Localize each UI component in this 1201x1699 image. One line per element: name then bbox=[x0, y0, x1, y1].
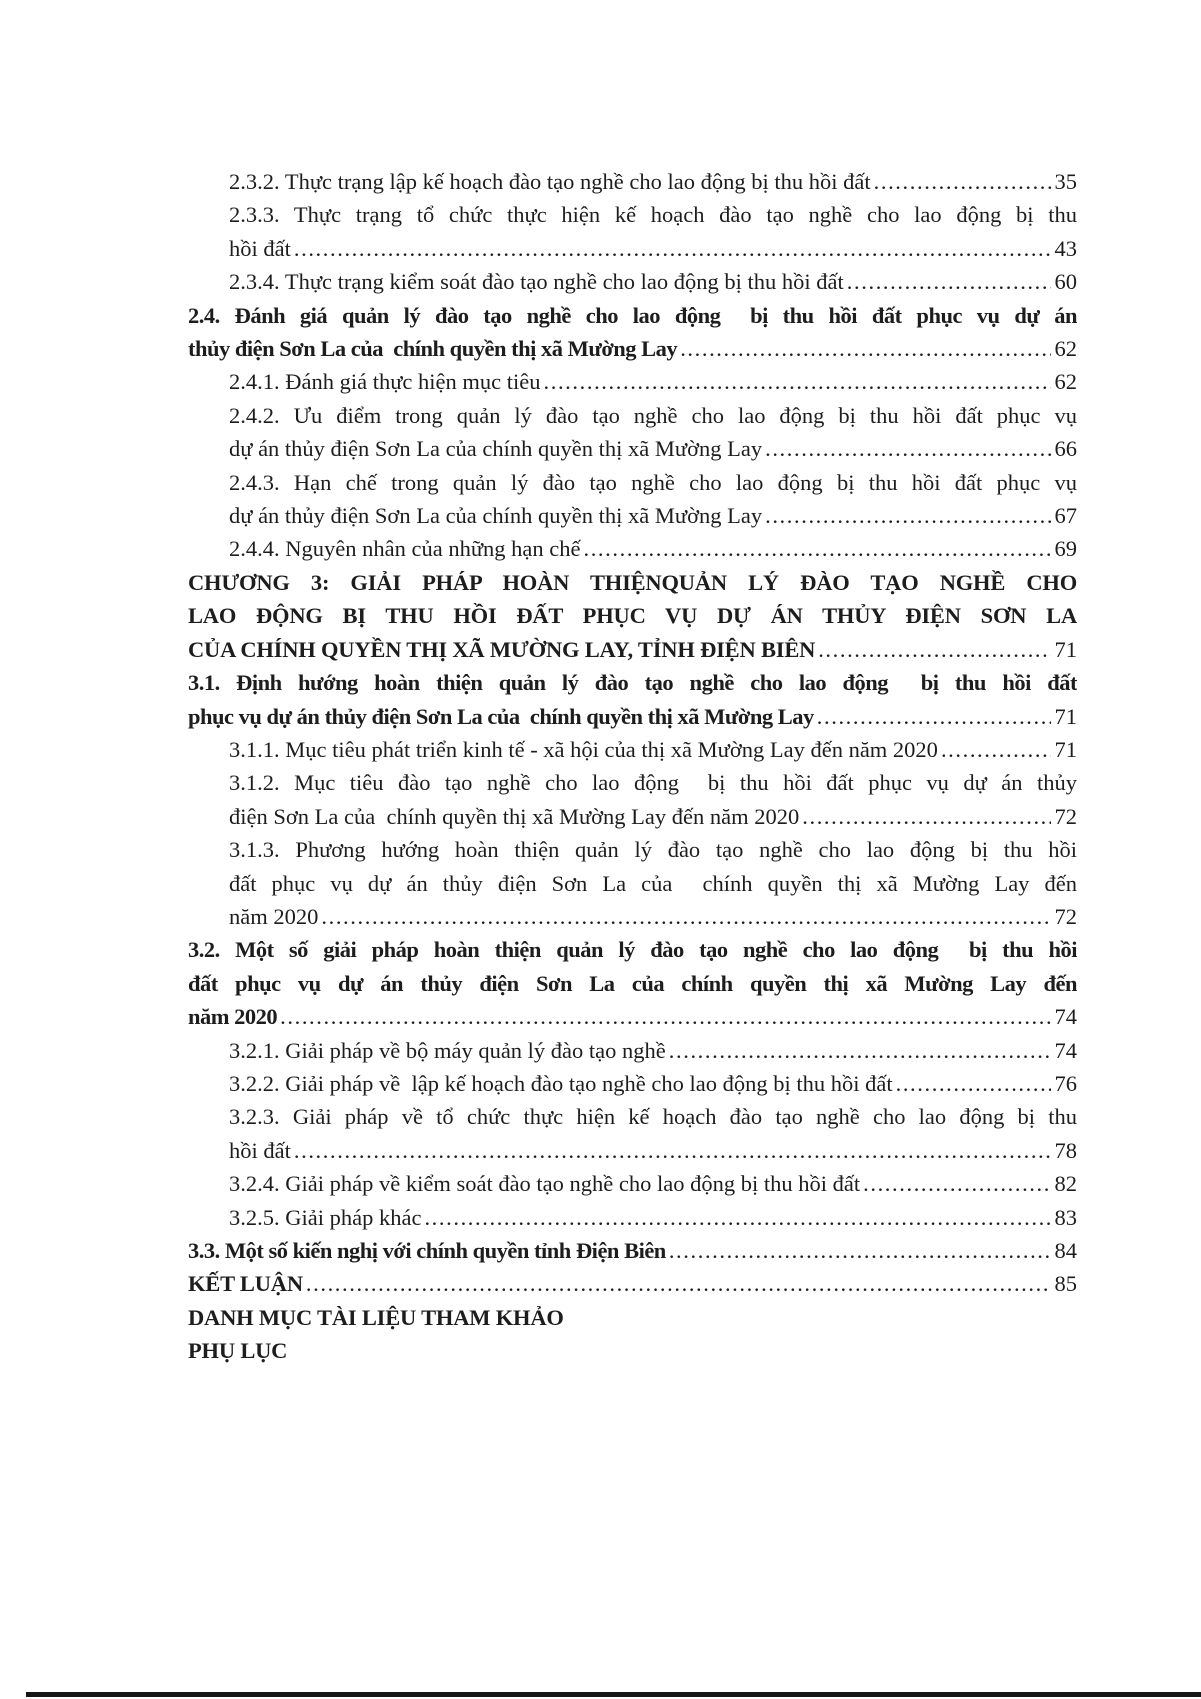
toc-entry bbox=[188, 1034, 1077, 1067]
toc-line-text: dự án thủy điện Sơn La của chính quyền thị xã Mường Lay bbox=[229, 436, 763, 462]
toc-line-text: năm 2020 bbox=[229, 903, 319, 929]
toc-line: LAO ĐỘNG BỊ THU HỒI ĐẤT PHỤC VỤ DỰ ÁN THỦY ĐIỆN SƠN LA bbox=[188, 603, 1077, 629]
toc-line-text: 2.3.4. Thực trạng kiểm soát đào tạo nghề cho lao động bị thu hồi đất bbox=[229, 269, 844, 295]
toc-entry bbox=[188, 365, 1077, 398]
toc-line-text: năm 2020 bbox=[188, 1004, 278, 1030]
toc-entry bbox=[188, 265, 1077, 298]
toc-line bbox=[229, 499, 1077, 532]
toc-line: đất phục vụ dự án thủy điện Sơn La của chính quyền thị xã Mường Lay đến bbox=[188, 970, 1077, 996]
toc-line-text: điện Sơn La của chính quyền thị xã Mường Lay đến năm 2020 bbox=[229, 803, 800, 829]
toc-line: đất phục vụ dự án thủy điện Sơn La của chính quyền thị xã Mường Lay đến bbox=[229, 870, 1077, 896]
page-number: 74 bbox=[1054, 1004, 1077, 1030]
toc-line bbox=[229, 1167, 1077, 1200]
page-number: 71 bbox=[1054, 736, 1077, 762]
dot-leader bbox=[765, 432, 1050, 465]
toc-line bbox=[188, 1267, 1077, 1300]
dot-leader bbox=[818, 633, 1050, 666]
toc-line-text: 3.2.4. Giải pháp về kiểm soát đào tạo nghề cho lao động bị thu hồi đất bbox=[229, 1171, 861, 1197]
toc-line bbox=[229, 365, 1077, 398]
dot-leader bbox=[847, 265, 1051, 298]
page-number: 71 bbox=[1054, 703, 1077, 729]
toc-entry bbox=[188, 766, 1077, 833]
toc-entry bbox=[188, 466, 1077, 533]
page-number: 35 bbox=[1054, 169, 1077, 194]
toc-entry bbox=[188, 933, 1077, 1033]
toc-entry bbox=[188, 833, 1077, 933]
toc-line-text: CỦA CHÍNH QUYỀN THỊ XÃ MƯỜNG LAY, TỈNH ĐIỆN BIÊN bbox=[188, 636, 816, 662]
page-number: 43 bbox=[1054, 235, 1077, 261]
dot-leader bbox=[280, 1000, 1050, 1033]
toc-entry bbox=[188, 666, 1077, 733]
page-number: 62 bbox=[1054, 369, 1077, 395]
toc-entry bbox=[188, 198, 1077, 265]
page-number: 74 bbox=[1054, 1037, 1077, 1063]
toc-line: 2.4.2. Ưu điểm trong quản lý đào tạo nghề cho lao động bị thu hồi đất phục vụ bbox=[229, 402, 1077, 428]
table-of-contents bbox=[188, 165, 1077, 1368]
page-number: 67 bbox=[1054, 503, 1077, 529]
dot-leader bbox=[306, 1267, 1051, 1300]
toc-entry bbox=[188, 566, 1077, 666]
toc-line bbox=[229, 1134, 1077, 1167]
toc-line bbox=[229, 1034, 1077, 1067]
toc-entry bbox=[188, 1067, 1077, 1100]
page-number: 83 bbox=[1054, 1204, 1077, 1230]
toc-line bbox=[229, 432, 1077, 465]
toc-line: 3.2.3. Giải pháp về tổ chức thực hiện kế hoạch đào tạo nghề cho lao động bị thu bbox=[229, 1104, 1077, 1130]
dot-leader bbox=[294, 1134, 1051, 1167]
page-number: 84 bbox=[1054, 1238, 1077, 1263]
dot-leader bbox=[680, 332, 1050, 365]
toc-entry bbox=[188, 1267, 1077, 1300]
page-number: 78 bbox=[1054, 1137, 1077, 1163]
page-number: 76 bbox=[1054, 1070, 1077, 1096]
toc-line-text: hồi đất bbox=[229, 1137, 291, 1163]
toc-line-text: phục vụ dự án thủy điện Sơn La của chính quyền thị xã Mường Lay bbox=[188, 703, 814, 729]
toc-line: 3.1.2. Mục tiêu đào tạo nghề cho lao động bị thu hồi đất phục vụ dự án thủy bbox=[229, 770, 1077, 796]
dot-leader bbox=[321, 900, 1050, 933]
toc-line: CHƯƠNG 3: GIẢI PHÁP HOÀN THIỆNQUẢN LÝ ĐÀO TẠO NGHỀ CHO bbox=[188, 569, 1077, 595]
toc-entry bbox=[188, 1334, 1077, 1367]
dot-leader bbox=[863, 1167, 1050, 1200]
page-number: 71 bbox=[1054, 636, 1077, 662]
dot-leader bbox=[896, 1067, 1051, 1100]
toc-line-text: 2.4.1. Đánh giá thực hiện mục tiêu bbox=[229, 369, 541, 395]
toc-line bbox=[188, 700, 1077, 733]
toc-line: 2.4.3. Hạn chế trong quản lý đào tạo nghề cho lao động bị thu hồi đất phục vụ bbox=[229, 469, 1077, 495]
dot-leader bbox=[765, 499, 1050, 532]
toc-line bbox=[188, 1000, 1077, 1033]
toc-line bbox=[229, 800, 1077, 833]
toc-line-text: 2.3.2. Thực trạng lập kế hoạch đào tạo nghề cho lao động bị thu hồi đất bbox=[229, 169, 871, 194]
toc-line: 3.1.3. Phương hướng hoàn thiện quản lý đào tạo nghề cho lao động bị thu hồi bbox=[229, 837, 1077, 863]
dot-leader bbox=[874, 165, 1051, 198]
page-number: 82 bbox=[1054, 1171, 1077, 1197]
toc-line-text: 3.3. Một số kiến nghị với chính quyền tỉnh Điện Biên bbox=[188, 1238, 666, 1263]
toc-line bbox=[229, 232, 1077, 265]
dot-leader bbox=[802, 800, 1050, 833]
toc-line bbox=[229, 733, 1077, 766]
toc-line: DANH MỤC TÀI LIỆU THAM KHẢO bbox=[188, 1304, 564, 1330]
toc-entry bbox=[188, 1100, 1077, 1167]
toc-entry bbox=[188, 399, 1077, 466]
toc-line-text: 3.2.5. Giải pháp khác bbox=[229, 1204, 422, 1230]
toc-line: 3.2. Một số giải pháp hoàn thiện quản lý đào tạo nghề cho lao động bị thu hồi bbox=[188, 937, 1077, 963]
toc-line-text: thủy điện Sơn La của chính quyền thị xã Mường Lay bbox=[188, 336, 678, 362]
toc-line bbox=[229, 265, 1077, 298]
dot-leader bbox=[294, 232, 1051, 265]
toc-line bbox=[229, 1067, 1077, 1100]
dot-leader bbox=[424, 1201, 1050, 1234]
toc-line: PHỤ LỤC bbox=[188, 1338, 288, 1364]
toc-line-text: 3.2.2. Giải pháp về lập kế hoạch đào tạo nghề cho lao động bị thu hồi đất bbox=[229, 1070, 893, 1096]
toc-line-text: dự án thủy điện Sơn La của chính quyền thị xã Mường Lay bbox=[229, 503, 763, 529]
dot-leader bbox=[669, 1234, 1051, 1267]
page-bottom-rule bbox=[26, 1692, 1201, 1697]
page-number: 72 bbox=[1054, 903, 1077, 929]
page-number: 72 bbox=[1054, 803, 1077, 829]
page-number: 85 bbox=[1054, 1271, 1077, 1297]
toc-line-text: 2.4.4. Nguyên nhân của những hạn chế bbox=[229, 536, 581, 562]
dot-leader bbox=[669, 1034, 1051, 1067]
page-number: 62 bbox=[1054, 336, 1077, 362]
toc-line bbox=[229, 165, 1077, 198]
toc-entry bbox=[188, 1234, 1077, 1267]
toc-entry bbox=[188, 299, 1077, 366]
toc-line bbox=[188, 332, 1077, 365]
toc-entry bbox=[188, 165, 1077, 198]
toc-line-text: KẾT LUẬN bbox=[188, 1271, 303, 1297]
page-number: 69 bbox=[1054, 536, 1077, 562]
toc-entry bbox=[188, 1167, 1077, 1200]
toc-line bbox=[229, 532, 1077, 565]
page-number: 66 bbox=[1054, 436, 1077, 462]
toc-line bbox=[229, 1201, 1077, 1234]
dot-leader bbox=[941, 733, 1051, 766]
toc-line: 2.3.3. Thực trạng tổ chức thực hiện kế hoạch đào tạo nghề cho lao động bị thu bbox=[229, 202, 1077, 228]
toc-line-text: 3.2.1. Giải pháp về bộ máy quản lý đào tạo nghề bbox=[229, 1037, 666, 1063]
page-number: 60 bbox=[1054, 269, 1077, 295]
toc-line-text: hồi đất bbox=[229, 235, 291, 261]
dot-leader bbox=[583, 532, 1050, 565]
toc-line: 3.1. Định hướng hoàn thiện quản lý đào tạo nghề cho lao động bị thu hồi đất bbox=[188, 670, 1077, 696]
toc-entry bbox=[188, 532, 1077, 565]
dot-leader bbox=[544, 365, 1051, 398]
toc-line bbox=[188, 1234, 1077, 1267]
toc-entry bbox=[188, 1201, 1077, 1234]
toc-entry bbox=[188, 733, 1077, 766]
toc-line bbox=[229, 900, 1077, 933]
toc-line: 2.4. Đánh giá quản lý đào tạo nghề cho lao động bị thu hồi đất phục vụ dự án bbox=[188, 302, 1077, 328]
toc-entry bbox=[188, 1301, 1077, 1334]
dot-leader bbox=[817, 700, 1051, 733]
toc-line-text: 3.1.1. Mục tiêu phát triển kinh tế - xã hội của thị xã Mường Lay đến năm 2020 bbox=[229, 736, 938, 762]
toc-line bbox=[188, 633, 1077, 666]
